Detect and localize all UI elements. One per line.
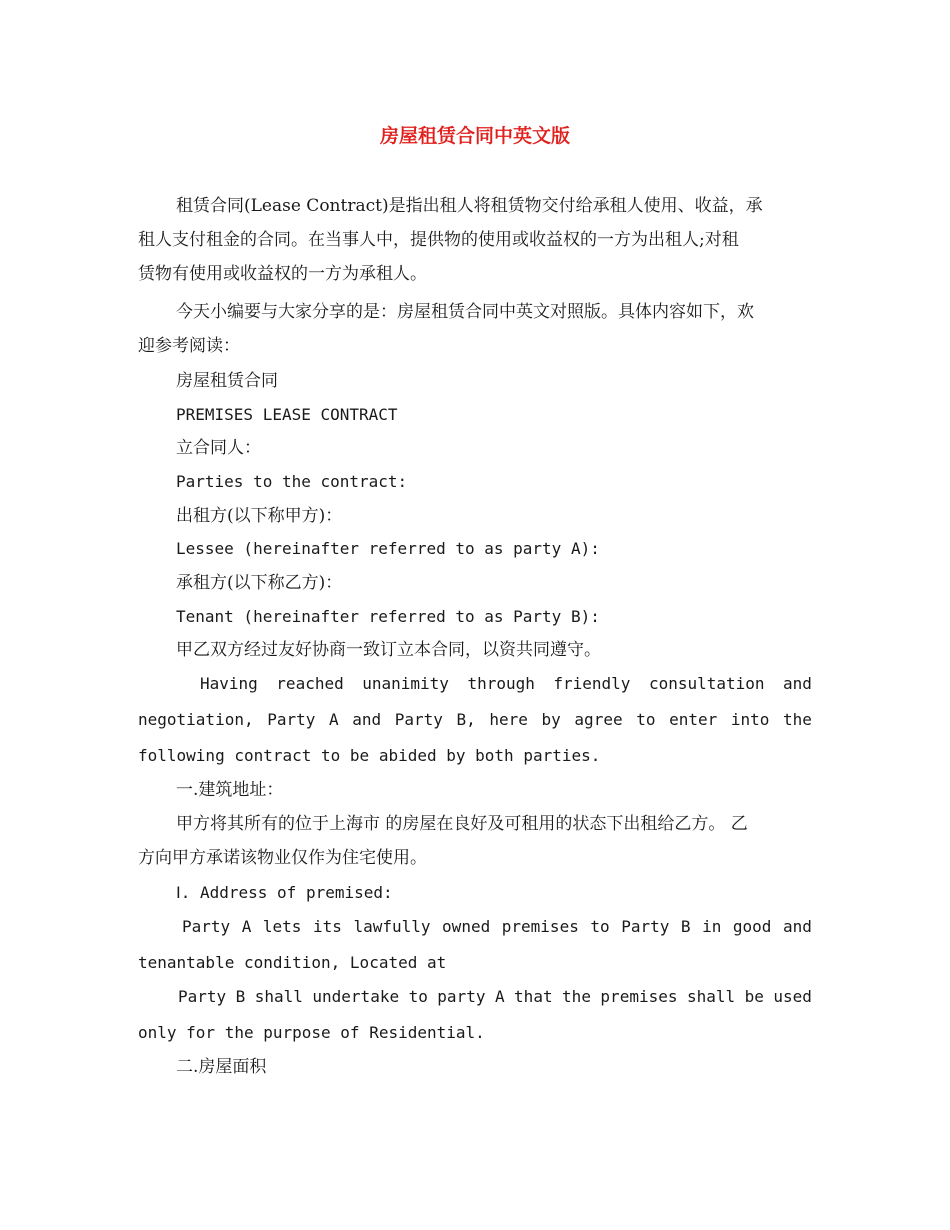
word: A: [494, 987, 505, 1006]
intro-paragraph-line-1: 租赁合同(Lease Contract)是指出租人将租赁物交付给承租人使用、收益，承: [176, 196, 763, 216]
word: Party: [621, 917, 670, 936]
intro-paragraph-line-3: 赁物有使用或收益权的一方为承租人。: [138, 264, 427, 284]
section-1-heading-cn: 一.建筑地址：: [176, 780, 284, 800]
word: party: [437, 987, 486, 1006]
word: its: [312, 917, 342, 936]
word: premises: [600, 987, 678, 1006]
section-1-text-cn-line-1: 甲方将其所有的位于上海市 的房屋在良好及可租用的状态下出租给乙方。 乙: [176, 814, 748, 834]
word: the: [562, 987, 591, 1006]
share-paragraph-line-2: 迎参考阅读：: [138, 336, 240, 356]
word: lawfully: [353, 917, 431, 936]
document-title: 房屋租赁合同中英文版: [379, 125, 570, 147]
word: agree: [574, 710, 623, 729]
section-1-heading-en: Ⅰ. Address of premised:: [176, 883, 393, 902]
share-paragraph-line-1: 今天小编要与大家分享的是：房屋租赁合同中英文对照版。具体内容如下，欢: [176, 302, 754, 322]
word: Having: [200, 674, 258, 693]
section-1-text-en-line-1: [182, 910, 812, 944]
agreement-en-line-3: following contract to be abided by both parties.: [138, 746, 601, 765]
word: and: [783, 674, 812, 693]
word: Party: [394, 710, 443, 729]
word: and: [782, 917, 812, 936]
word: to: [590, 917, 610, 936]
word: shall: [254, 987, 303, 1006]
intro-paragraph-line-2: 租人支付租金的合同。在当事人中，提供物的使用或收益权的一方为出租人;对租: [138, 230, 739, 250]
word: shall: [686, 987, 736, 1006]
word: be: [744, 987, 764, 1006]
word: in: [702, 917, 722, 936]
word: to: [636, 710, 656, 729]
section-1-text-en-line-3: [178, 980, 812, 1014]
word: and: [352, 710, 382, 729]
word: good: [732, 917, 772, 936]
word: to: [408, 987, 428, 1006]
word: used: [773, 987, 812, 1006]
word: enter: [669, 710, 718, 729]
tenant-label-cn: 承租方(以下称乙方)：: [176, 573, 343, 593]
word: lets: [262, 917, 302, 936]
word: reached: [276, 674, 344, 693]
word: unanimity: [362, 674, 449, 693]
word: by: [541, 710, 561, 729]
word: Party: [267, 710, 316, 729]
word: A: [241, 917, 252, 936]
word: negotiation,: [138, 710, 254, 729]
word: premises: [501, 917, 579, 936]
parties-label-cn: 立合同人：: [176, 438, 261, 458]
parties-label-en: Parties to the contract:: [176, 472, 408, 491]
lessee-label-cn: 出租方(以下称甲方)：: [176, 506, 343, 526]
word: A: [328, 710, 339, 729]
word: Party: [182, 917, 231, 936]
word: that: [514, 987, 553, 1006]
section-1-text-en-line-2: tenantable condition, Located at: [138, 953, 447, 972]
word: friendly: [553, 674, 631, 693]
contract-title-cn: 房屋租赁合同: [176, 371, 278, 391]
section-1-text-en-line-4: only for the purpose of Residential.: [138, 1023, 485, 1042]
agreement-en-line-2: [138, 703, 812, 737]
contract-title-en: PREMISES LEASE CONTRACT: [176, 405, 398, 424]
word: the: [783, 710, 812, 729]
word: undertake: [312, 987, 400, 1006]
section-2-heading-cn: 二.房屋面积: [176, 1057, 267, 1077]
word: consultation: [648, 674, 765, 693]
word: Party: [178, 987, 227, 1006]
word: B,: [456, 710, 476, 729]
section-1-text-cn-line-2: 方向甲方承诺该物业仅作为住宅使用。: [138, 848, 427, 868]
agreement-cn: 甲乙双方经过友好协商一致订立本合同，以资共同遵守。: [176, 640, 601, 660]
word: through: [467, 674, 535, 693]
lessee-label-en: Lessee (hereinafter referred to as party A):: [176, 539, 600, 558]
agreement-en-line-1: [200, 667, 812, 701]
word: into: [730, 710, 770, 729]
word: owned: [442, 917, 491, 936]
word: B: [235, 987, 246, 1006]
word: B: [680, 917, 691, 936]
tenant-label-en: Tenant (hereinafter referred to as Party B):: [176, 607, 600, 626]
word: here: [489, 710, 528, 729]
